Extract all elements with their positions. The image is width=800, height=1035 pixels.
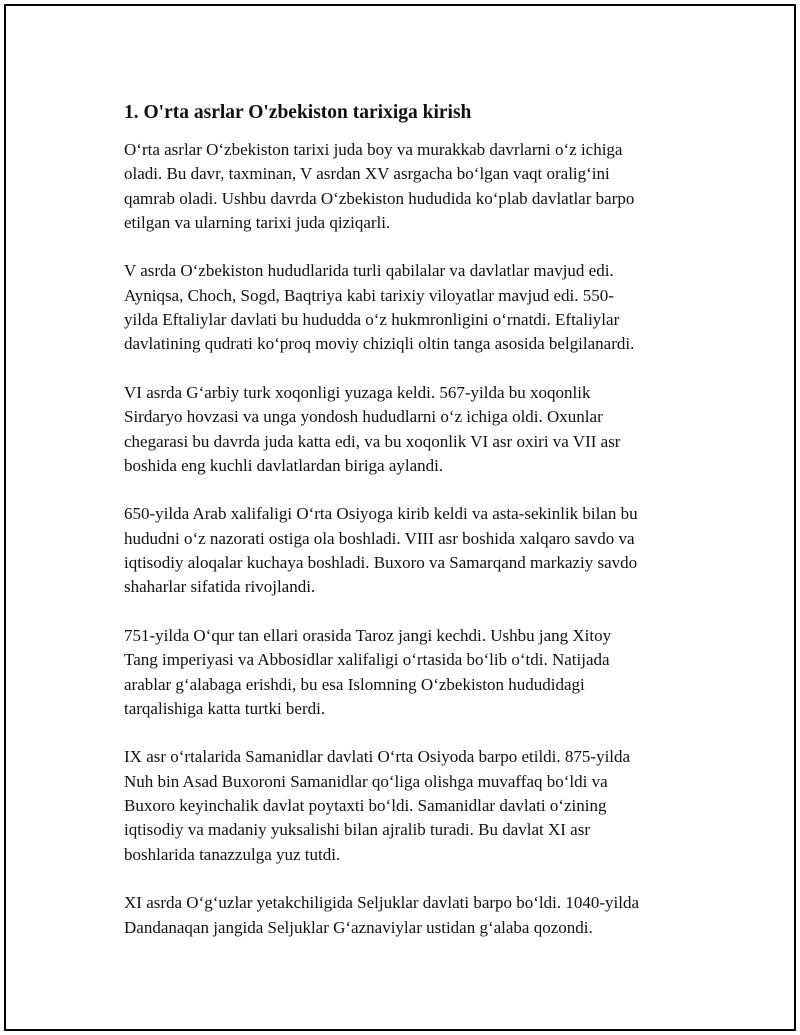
paragraph (124, 745, 704, 866)
paragraph-line: boshlarida tanazzulga yuz tutdi. (124, 844, 341, 864)
paragraph-list (124, 138, 704, 940)
paragraph-line: Nuh bin Asad Buxoroni Samanidlar qo‘liga olishga muvaffaq bo‘ldi va (124, 771, 608, 791)
paragraph-line: hududni o‘z nazorati ostiga ola boshladi. VIII asr boshida xalqaro savdo va (124, 528, 635, 548)
paragraph-line: 650-yilda Arab xalifaligi O‘rta Osiyoga kirib keldi va asta-sekinlik bilan bu (124, 504, 638, 524)
paragraph-line: chegarasi bu davrda juda katta edi, va bu xoqonlik VI asr oxiri va VII asr (124, 431, 621, 451)
paragraph-line: O‘rta asrlar O‘zbekiston tarixi juda boy va murakkab davrlarni o‘z ichiga (124, 140, 623, 159)
page-frame (4, 4, 796, 1031)
document-content (124, 100, 704, 964)
paragraph (124, 624, 704, 721)
paragraph-line: iqtisodiy va madaniy yuksalishi bilan ajralib turadi. Bu davlat XI asr (124, 820, 590, 840)
paragraph-line: Sirdaryo hovzasi va unga yondosh hududlarni o‘z ichiga oldi. Oxunlar (124, 407, 603, 427)
paragraph-line: boshida eng kuchli davlatlardan biriga aylandi. (124, 455, 444, 475)
paragraph-line: yilda Eftaliylar davlati bu hududda o‘z hukmronligini o‘rnatdi. Eftaliylar (124, 310, 620, 330)
paragraph-line: shaharlar sifatida rivojlandi. (124, 577, 316, 597)
paragraph-line: XI asrda O‘g‘uzlar yetakchiligida Seljuklar davlati barpo bo‘ldi. 1040-yilda (124, 893, 640, 913)
paragraph-line: Tang imperiyasi va Abbosidlar xalifaligi o‘rtasida bo‘lib o‘tdi. Natijada (124, 650, 610, 670)
paragraph-line: 751-yilda O‘qur tan ellari orasida Taroz jangi kechdi. Ushbu jang Xitoy (124, 625, 612, 645)
paragraph-line: Ayniqsa, Choch, Sogd, Baqtriya kabi tarixiy viloyatlar mavjud edi. 550- (124, 285, 614, 305)
paragraph (124, 138, 704, 235)
paragraph-line: etilgan va ularning tarixi juda qiziqarli. (124, 212, 391, 232)
paragraph-line: tarqalishiga katta turtki berdi. (124, 698, 326, 718)
paragraph-line: qamrab oladi. Ushbu davrda O‘zbekiston hududida ko‘plab davlatlar barpo (124, 188, 635, 208)
document-title: 1. O'rta asrlar O'zbekiston tarixiga kirish (124, 102, 472, 123)
paragraph (124, 891, 704, 940)
paragraph-line: V asrda O‘zbekiston hududlarida turli qabilalar va davlatlar mavjud edi. (124, 261, 614, 281)
paragraph (124, 381, 704, 478)
paragraph-line: oladi. Bu davr, taxminan, V asrdan XV asrgacha bo‘lgan vaqt oralig‘ini (124, 164, 610, 184)
paragraph-line: Buxoro keyinchalik davlat poytaxti bo‘ldi. Samanidlar davlati o‘zining (124, 796, 607, 816)
paragraph-line: VI asrda G‘arbiy turk xoqonligi yuzaga keldi. 567-yilda bu xoqonlik (124, 382, 591, 402)
paragraph-line: iqtisodiy aloqalar kuchaya boshladi. Buxoro va Samarqand markaziy savdo (124, 553, 638, 573)
paragraph-line: arablar g‘alabaga erishdi, bu esa Islomning O‘zbekiston hududidagi (124, 674, 585, 694)
paragraph-line: IX asr o‘rtalarida Samanidlar davlati O‘rta Osiyoda barpo etildi. 875-yilda (124, 747, 631, 767)
paragraph (124, 259, 704, 356)
paragraph (124, 502, 704, 599)
paragraph-line: davlatining qudrati ko‘proq moviy chiziqli oltin tanga asosida belgilanardi. (124, 334, 635, 354)
paragraph-line: Dandanaqan jangida Seljuklar G‘aznaviylar ustidan g‘alaba qozondi. (124, 917, 593, 937)
